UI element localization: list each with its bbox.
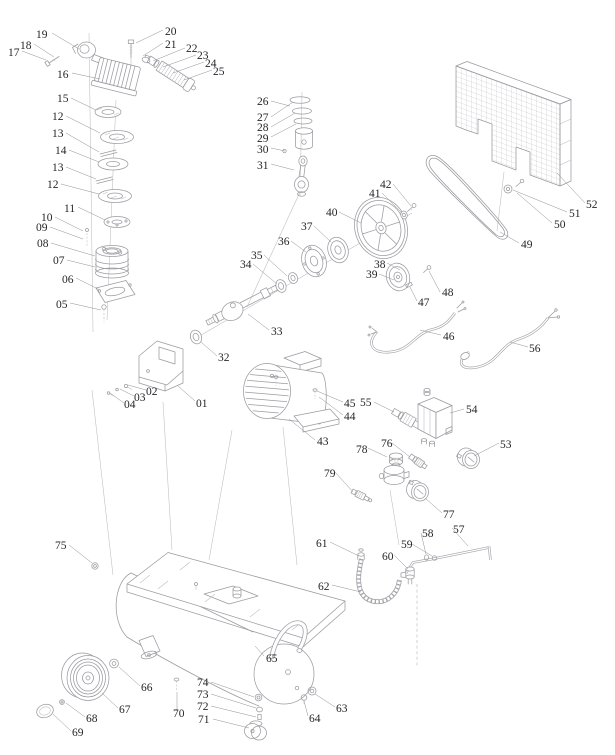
part-label-51: 51 [569,208,581,220]
part-label-76: 76 [381,438,393,450]
power-cord-46 [368,301,466,352]
part-label-38: 38 [374,259,386,271]
part-label-24: 24 [205,58,217,70]
part-label-66: 66 [141,682,153,694]
cylinder-head-16 [91,57,143,96]
base-gasket-06 [96,281,135,303]
part-label-77: 77 [443,509,455,521]
part-label-55: 55 [360,397,372,409]
pulley-38-39 [383,260,414,294]
part-label-79: 79 [324,468,336,480]
part-label-70: 70 [173,708,185,720]
part-label-68: 68 [86,713,98,725]
part-label-23: 23 [197,50,209,62]
part-label-10: 10 [41,212,53,224]
part-label-20: 20 [165,26,177,38]
mount-bolt-17-18 [45,57,59,67]
part-label-04: 04 [124,399,136,411]
part-label-37: 37 [301,221,313,233]
part-label-64: 64 [309,713,321,725]
part-label-09: 09 [36,222,48,234]
part-label-08: 08 [37,238,49,250]
part-label-31: 31 [257,160,269,172]
pressure-gauge-53 [457,448,480,469]
part-label-58: 58 [422,528,434,540]
bearing-37 [324,235,351,266]
part-label-61: 61 [316,538,328,550]
part-label-47: 47 [418,297,430,309]
cylinder-07-08 [96,246,129,279]
piston-assembly-26-31 [283,97,313,197]
part-label-02: 02 [146,386,158,398]
flywheel-40 [347,190,416,265]
part-label-40: 40 [326,207,338,219]
v-belt-49 [426,155,508,239]
power-cord-56 [460,309,560,368]
part-label-74: 74 [197,677,209,689]
part-label-13a: 13 [52,128,64,140]
regulator-78 [380,453,410,485]
grille-bolts-50-51 [504,179,524,193]
part-label-53: 53 [500,439,512,451]
part-label-43: 43 [317,436,329,448]
part-label-50: 50 [554,219,566,231]
set-screw-48 [424,266,431,273]
part-label-19: 19 [36,29,48,41]
plug-75 [92,563,98,569]
part-label-72: 72 [197,701,209,713]
part-label-62: 62 [318,581,330,593]
bolt-70 [174,678,179,691]
part-label-27: 27 [257,112,269,124]
part-label-67: 67 [119,704,131,716]
flywheel-bolt-41-42 [400,204,416,220]
part-label-32: 32 [218,352,230,364]
part-label-45: 45 [344,398,356,410]
part-label-12b: 12 [47,179,59,191]
part-label-35: 35 [251,250,263,262]
air-filter-22-25 [145,54,198,95]
part-label-41: 41 [369,188,381,200]
bolt-05 [102,305,106,322]
part-label-42: 42 [380,179,392,191]
fitting-76 [408,453,428,470]
part-label-01: 01 [196,398,208,410]
part-label-26: 26 [257,96,269,108]
part-label-12a: 12 [52,111,64,123]
part-label-33: 33 [271,326,283,338]
cover-plate-36 [298,242,331,280]
part-label-18: 18 [20,40,32,52]
part-label-56: 56 [529,343,541,355]
part-label-30: 30 [257,144,269,156]
crankcase-01 [139,341,183,391]
part-label-05: 05 [56,299,68,311]
part-label-11: 11 [64,203,76,215]
part-label-60: 60 [382,551,394,563]
valve-plate-stack [95,107,134,228]
stud-bolt-09-10 [86,229,89,248]
motor-43 [244,352,340,433]
part-label-54: 54 [466,404,478,416]
part-label-65: 65 [266,653,278,665]
part-label-63: 63 [336,703,348,715]
part-label-21: 21 [165,39,177,51]
belt-guard-grille-52 [456,62,571,187]
part-label-15: 15 [57,93,69,105]
wheel-assembly-66-69 [35,653,118,720]
part-label-28: 28 [257,122,269,134]
pressure-switch-54 [418,388,452,446]
washer-32 [188,329,203,346]
part-label-17: 17 [8,47,20,59]
part-label-48: 48 [442,287,454,299]
crankshaft-33 [203,280,281,331]
part-label-25: 25 [213,66,225,78]
outlet-pipe-57-60 [401,546,491,584]
part-label-44: 44 [344,411,356,423]
part-label-22: 22 [186,43,198,55]
part-label-69: 69 [72,727,84,739]
part-label-71: 71 [198,714,210,726]
part-label-75: 75 [55,540,67,552]
fitting-79 [351,488,374,504]
part-label-46: 46 [443,331,455,343]
part-label-73: 73 [197,689,209,701]
part-label-13b: 13 [52,162,64,174]
part-label-29: 29 [257,133,269,145]
nut-35 [287,271,299,284]
part-label-14: 14 [55,145,67,157]
part-label-78: 78 [356,444,368,456]
part-label-06: 06 [62,274,74,286]
crankcase-bolts-02-03-04 [107,384,132,396]
part-label-16: 16 [57,69,69,81]
part-label-57: 57 [453,524,465,536]
part-label-52: 52 [586,199,598,211]
part-label-34: 34 [240,259,252,271]
part-label-36: 36 [278,236,290,248]
part-label-49: 49 [521,239,533,251]
part-label-59: 59 [401,539,413,551]
part-label-39: 39 [366,269,378,281]
part-label-03: 03 [134,392,146,404]
part-label-07: 07 [53,255,65,267]
